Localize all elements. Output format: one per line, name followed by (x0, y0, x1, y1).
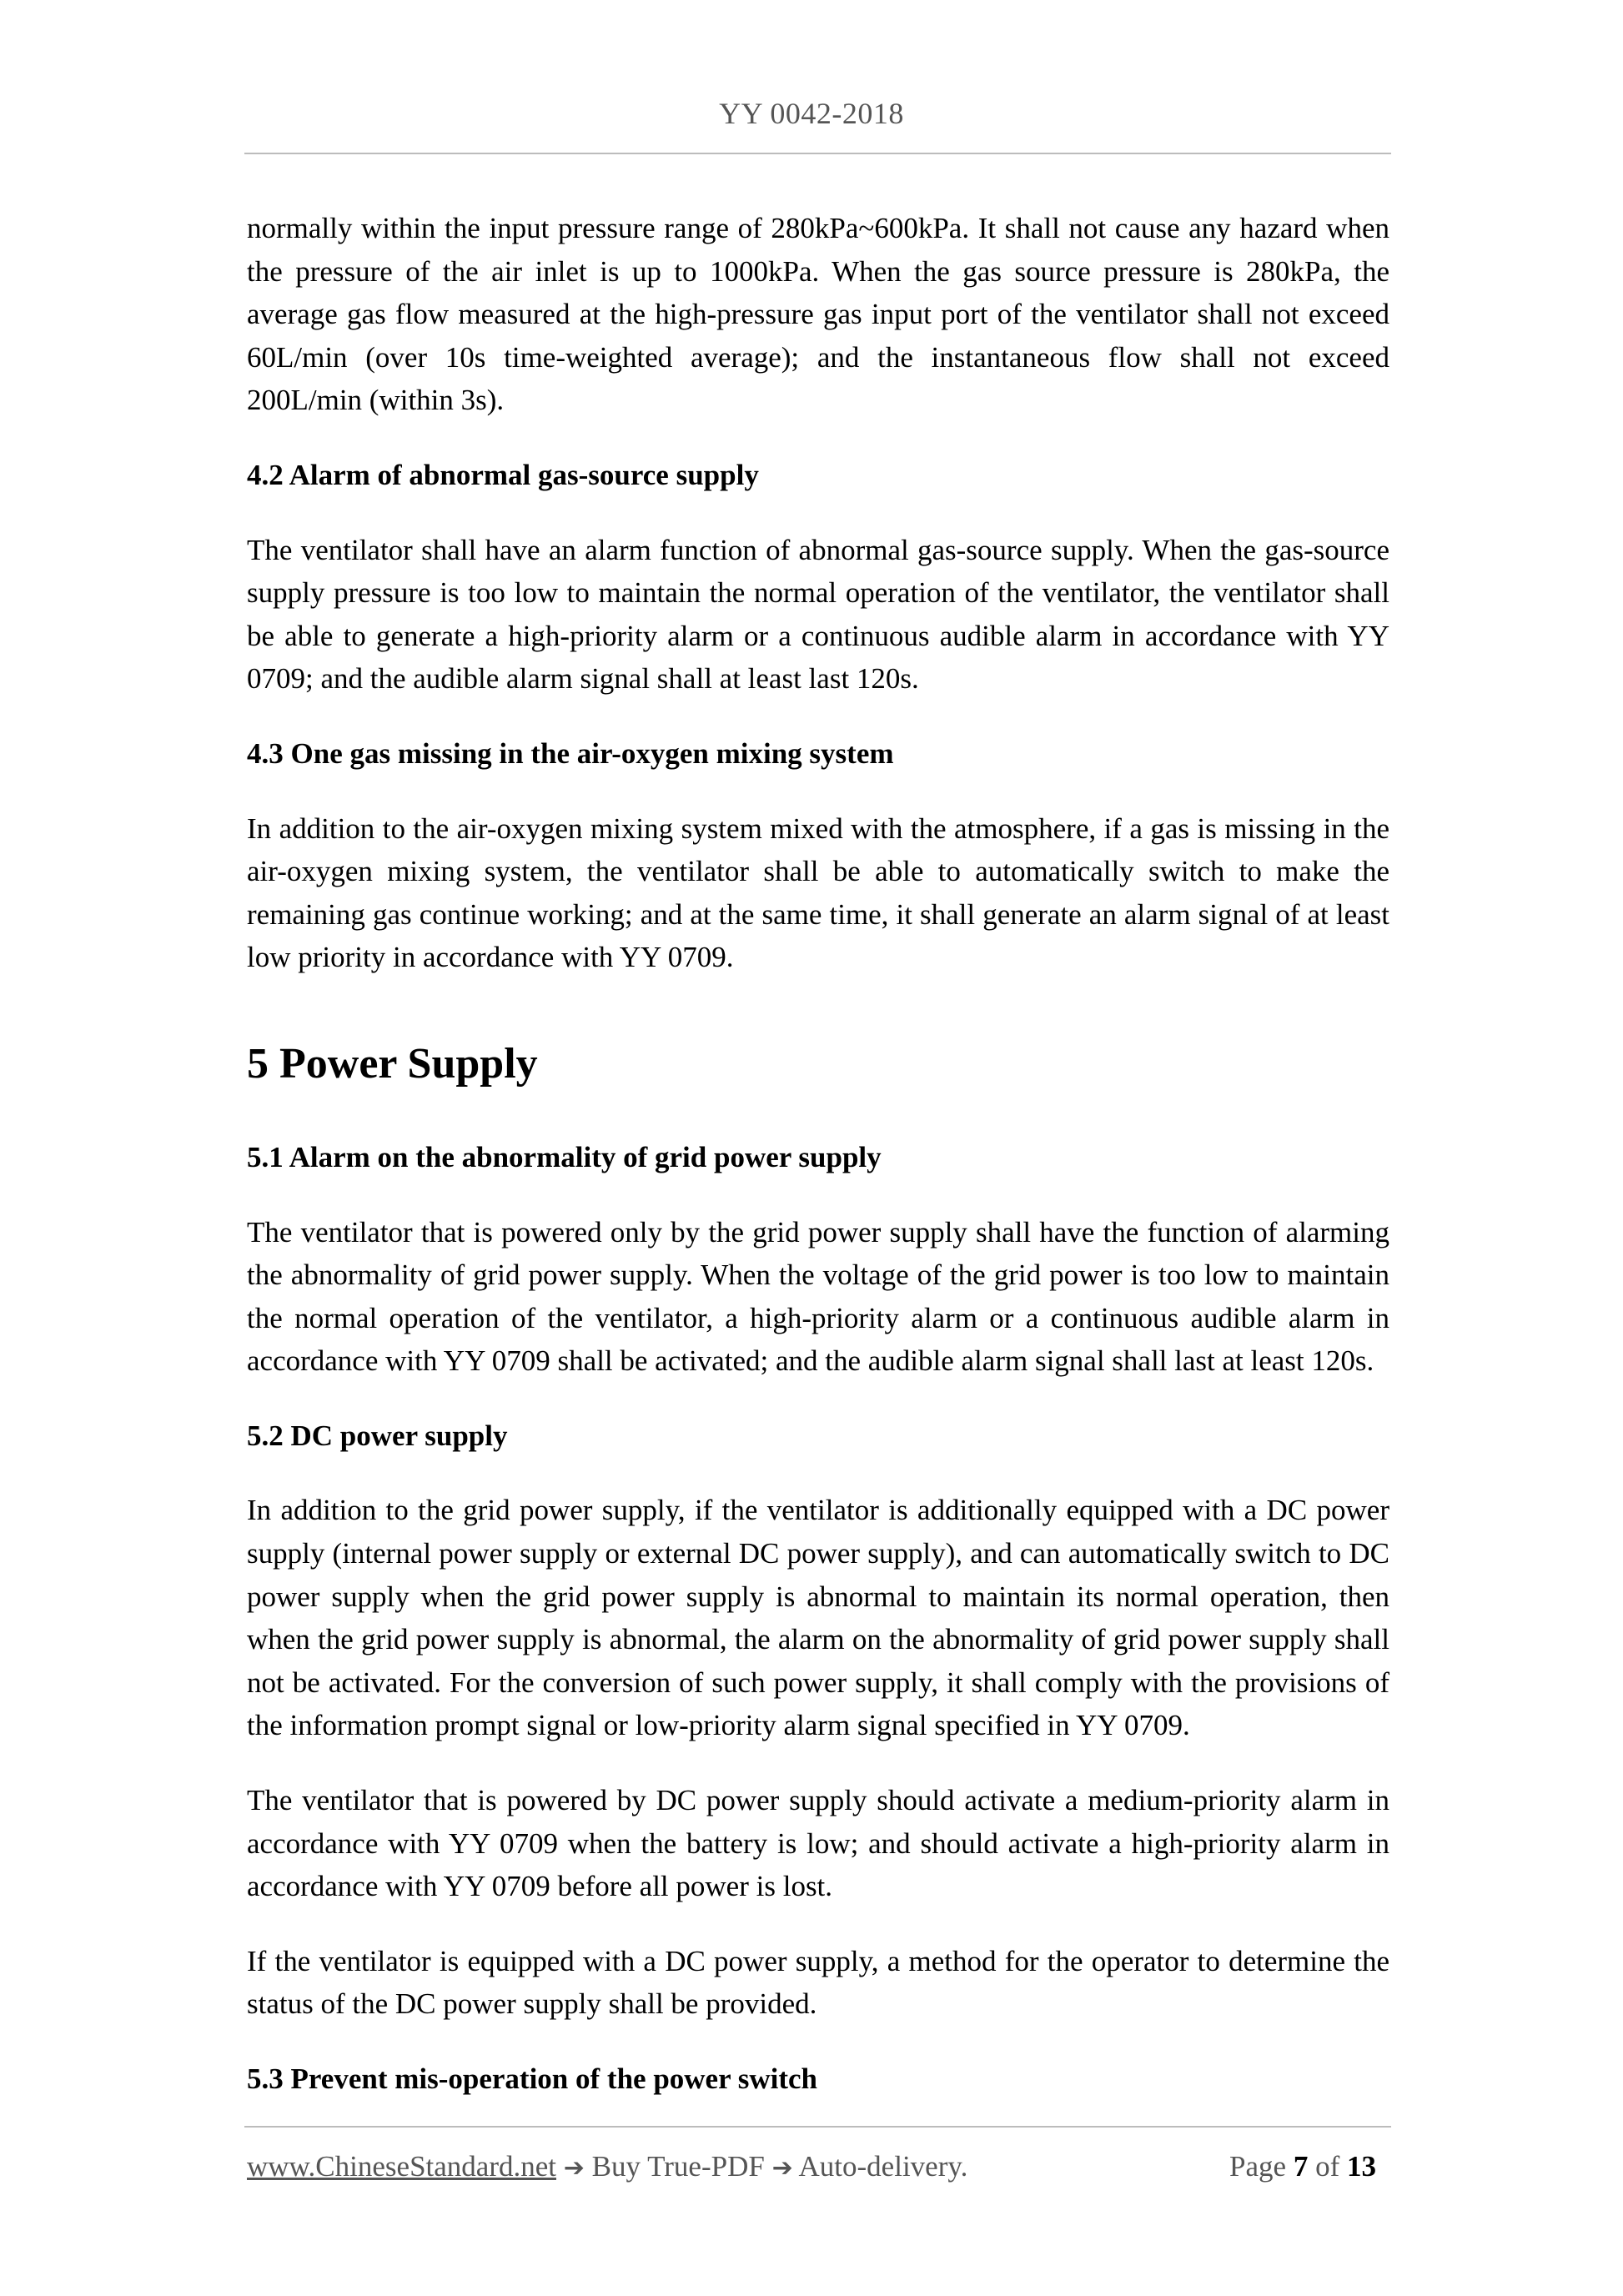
footer-promo (247, 2150, 967, 2183)
of-label: of (1315, 2150, 1340, 2183)
section-5-1-heading: 5.1 Alarm on the abnormality of grid power supply (247, 1140, 882, 1173)
section-5-1-paragraph: The ventilator that is powered only by the grid power supply shall have the function of alarming the abnormality of grid power supply. When the voltage of the grid power is too low to maintain the normal operation of the ventilator, a high-priority alarm or a continuous audible alarm in accordance with YY 0709 shall be activated; and the audible alarm signal shall last at least 120s. (247, 1215, 1389, 1378)
section-5-2-heading: 5.2 DC power supply (247, 1419, 508, 1452)
section-5-2-paragraph-2: The ventilator that is powered by DC power supply should activate a medium-priority alarm in accordance with YY 0709 when the battery is low; and should activate a high-priority alarm in accordance with YY 0709 before all power is lost. (247, 1784, 1389, 1903)
page-number (1229, 2150, 1376, 2183)
intro-paragraph: normally within the input pressure range of 280kPa~600kPa. It shall not cause any hazard when the pressure of the air inlet is up to 1000kPa. When the gas source pressure is 280kPa, the average gas flow measured at the high-pressure gas input port of the ventilator shall not exceed 60L/min (over 10s time-weighted average); and the instantaneous flow shall not exceed 200L/min (within 3s). (247, 212, 1389, 417)
section-4-2-paragraph: The ventilator shall have an alarm function of abnormal gas-source supply. When the gas-source supply pressure is too low to maintain the normal operation of the ventilator, the ventilator shall be able to generate a high-priority alarm or a continuous audible alarm in accordance with YY 0709; and the audible alarm signal shall at least last 120s. (247, 533, 1389, 696)
section-4-2-heading: 4.2 Alarm of abnormal gas-source supply (247, 458, 759, 491)
section-5-3-heading: 5.3 Prevent mis-operation of the power switch (247, 2062, 818, 2095)
section-4-3-paragraph: In addition to the air-oxygen mixing system mixed with the atmosphere, if a gas is missing in the air-oxygen mixing system, the ventilator shall be able to automatically switch to make the remaining gas continue working; and at the same time, it shall generate an alarm signal of at least low priority in accordance with YY 0709. (247, 811, 1389, 974)
header-divider (244, 153, 1391, 154)
page-label: Page (1229, 2150, 1287, 2183)
auto-delivery-text: Auto-delivery. (798, 2150, 968, 2183)
section-5-2-paragraph-1: In addition to the grid power supply, if the ventilator is additionally equipped with a DC power supply (internal power supply or external DC power supply), and can automatically switch to DC power supply when the grid power supply is abnormal to maintain its normal operation, then when the grid power supply is abnormal, the alarm on the abnormality of grid power supply shall not be activated. For the conversion of such power supply, it shall comply with the provisions of the information prompt signal or low-priority alarm signal specified in YY 0709. (247, 1494, 1389, 1742)
section-5-2-paragraph-3: If the ventilator is equipped with a DC power supply, a method for the operator to determine the status of the DC power supply shall be provided. (247, 1944, 1389, 2021)
document-code-header: YY 0042-2018 (719, 97, 904, 130)
footer-divider (244, 2126, 1391, 2128)
page-body (247, 207, 1389, 2133)
site-link[interactable]: www.ChineseStandard.net (247, 2150, 556, 2183)
arrow-right-icon: ➔ (771, 2153, 793, 2183)
buy-pdf-text: Buy True-PDF (591, 2150, 765, 2183)
total-pages: 13 (1347, 2150, 1376, 2183)
section-4-3-heading: 4.3 One gas missing in the air-oxygen mixing system (247, 736, 894, 770)
current-page: 7 (1293, 2150, 1309, 2183)
chapter-5-heading: 5 Power Supply (247, 1039, 538, 1088)
arrow-right-icon: ➔ (563, 2153, 585, 2183)
